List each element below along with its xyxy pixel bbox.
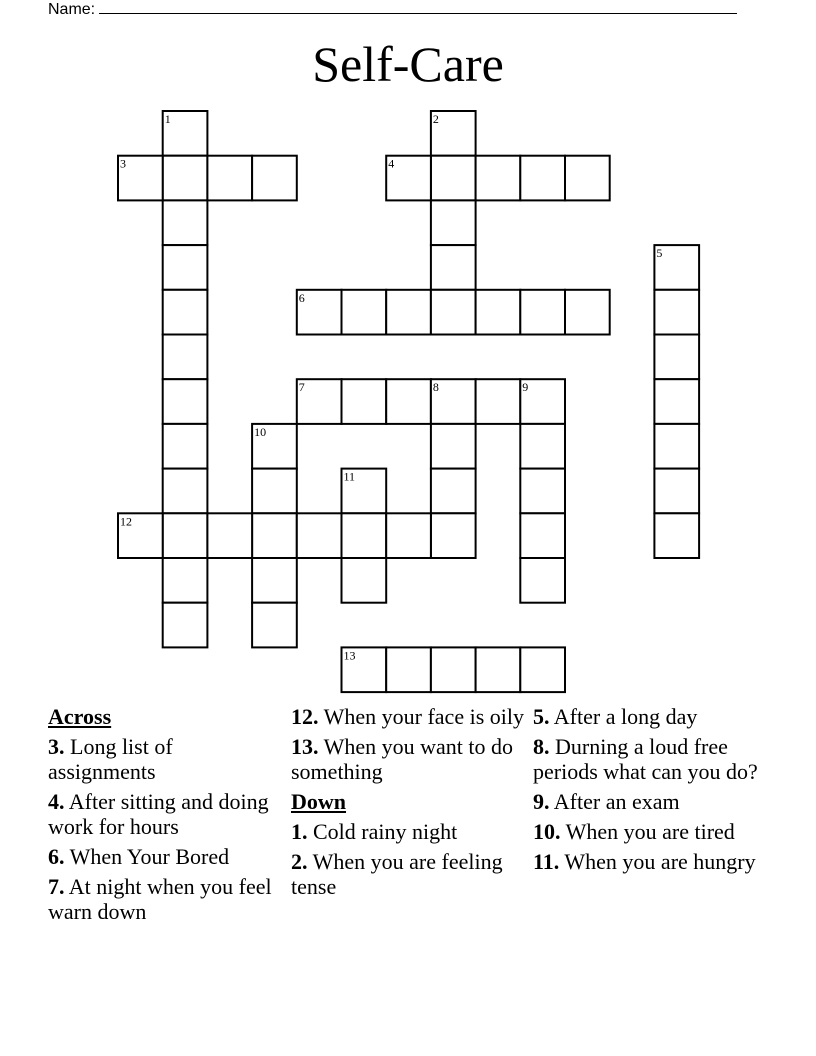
cell-number: 1 bbox=[164, 112, 171, 126]
cell-number: 9 bbox=[522, 380, 529, 395]
grid-cell[interactable] bbox=[431, 156, 476, 201]
clue-column-2 bbox=[291, 704, 525, 904]
clue-text: After sitting and doing work for hours bbox=[48, 789, 269, 839]
grid-cell[interactable] bbox=[520, 469, 565, 514]
grid-cell[interactable] bbox=[163, 200, 208, 245]
clue-down-1 bbox=[291, 819, 525, 844]
grid-cell[interactable] bbox=[654, 290, 699, 335]
clue-number: 9. bbox=[533, 789, 550, 814]
clue-across-3 bbox=[48, 734, 282, 784]
grid-cell[interactable] bbox=[386, 379, 431, 424]
grid-cell[interactable] bbox=[252, 603, 297, 648]
grid-cell[interactable] bbox=[431, 424, 476, 469]
clue-number: 3. bbox=[48, 734, 65, 759]
grid-cell[interactable] bbox=[654, 335, 699, 380]
grid-cell[interactable] bbox=[252, 558, 297, 603]
grid-cell[interactable] bbox=[520, 513, 565, 558]
name-label: Name: bbox=[48, 1, 96, 18]
grid-cell[interactable] bbox=[520, 156, 565, 201]
clue-text: Durning a loud free periods what can you do? bbox=[533, 734, 758, 784]
grid-cell[interactable] bbox=[252, 469, 297, 514]
grid-cell[interactable] bbox=[163, 424, 208, 469]
clue-column-1 bbox=[48, 704, 282, 929]
cell-number: 4 bbox=[388, 156, 395, 171]
clue-text: At night when you feel warn down bbox=[48, 874, 272, 924]
grid-cell[interactable] bbox=[163, 469, 208, 514]
grid-cell[interactable] bbox=[565, 290, 610, 335]
clue-text: Cold rainy night bbox=[313, 819, 458, 844]
clue-text: When you are hungry bbox=[564, 849, 756, 874]
clue-text: After an exam bbox=[553, 789, 680, 814]
grid-cell[interactable] bbox=[431, 647, 476, 692]
grid-cell[interactable] bbox=[386, 647, 431, 692]
grid-cell[interactable] bbox=[252, 513, 297, 558]
grid-cell[interactable] bbox=[207, 513, 252, 558]
clue-across-4 bbox=[48, 789, 282, 839]
clue-number: 10. bbox=[533, 819, 561, 844]
cell-number: 6 bbox=[298, 290, 305, 305]
clue-text: When you want to do something bbox=[291, 734, 514, 784]
clue-number: 8. bbox=[533, 734, 550, 759]
puzzle-title: Self-Care bbox=[312, 36, 504, 92]
cell-number: 3 bbox=[120, 156, 126, 171]
grid-cell[interactable] bbox=[431, 245, 476, 290]
clue-down-10 bbox=[533, 819, 767, 844]
clue-number: 12. bbox=[291, 704, 319, 729]
clue-column-3 bbox=[533, 704, 767, 879]
grid-cell[interactable] bbox=[163, 558, 208, 603]
cell-number: 8 bbox=[432, 380, 439, 395]
grid-cell[interactable] bbox=[163, 245, 208, 290]
clue-text: When Your Bored bbox=[69, 844, 230, 869]
cell-number: 12 bbox=[120, 514, 132, 529]
grid-cell[interactable] bbox=[207, 156, 252, 201]
grid-cell[interactable] bbox=[565, 156, 610, 201]
clue-number: 7. bbox=[48, 874, 65, 899]
grid-cell[interactable] bbox=[431, 469, 476, 514]
grid-cell[interactable] bbox=[163, 603, 208, 648]
clue-number: 5. bbox=[533, 704, 550, 729]
clue-across-12 bbox=[291, 704, 525, 729]
grid-cell[interactable] bbox=[163, 156, 208, 201]
grid-cell[interactable] bbox=[654, 513, 699, 558]
clue-across-13 bbox=[291, 734, 525, 784]
clue-number: 4. bbox=[48, 789, 65, 814]
grid-cell[interactable] bbox=[386, 290, 431, 335]
cell-number: 11 bbox=[343, 469, 356, 484]
grid-cell[interactable] bbox=[476, 647, 521, 692]
clue-number: 2. bbox=[291, 849, 308, 874]
grid-cell[interactable] bbox=[163, 290, 208, 335]
grid-cell[interactable] bbox=[386, 513, 431, 558]
clue-number: 11. bbox=[533, 849, 560, 874]
grid-cell[interactable] bbox=[163, 335, 208, 380]
grid-cell[interactable] bbox=[342, 379, 387, 424]
clue-down-5 bbox=[533, 704, 767, 729]
grid-cell[interactable] bbox=[297, 513, 342, 558]
grid-cell[interactable] bbox=[431, 200, 476, 245]
grid-cell[interactable] bbox=[431, 513, 476, 558]
clue-number: 13. bbox=[291, 734, 319, 759]
cell-number: 13 bbox=[343, 648, 356, 663]
grid-cell[interactable] bbox=[476, 379, 521, 424]
grid-cell[interactable] bbox=[654, 379, 699, 424]
grid-cell[interactable] bbox=[163, 379, 208, 424]
grid-cell[interactable] bbox=[476, 156, 521, 201]
grid-cell[interactable] bbox=[476, 290, 521, 335]
clue-text: When you are tired bbox=[565, 819, 735, 844]
cell-number: 2 bbox=[432, 112, 439, 126]
clue-down-11 bbox=[533, 849, 767, 874]
grid-cell[interactable] bbox=[342, 513, 387, 558]
grid-cell[interactable] bbox=[163, 513, 208, 558]
clue-number: 1. bbox=[291, 819, 308, 844]
clue-text: After a long day bbox=[553, 704, 698, 729]
clue-down-9 bbox=[533, 789, 767, 814]
clue-down-8 bbox=[533, 734, 767, 784]
clue-across-7 bbox=[48, 874, 282, 924]
clue-across-6 bbox=[48, 844, 282, 869]
grid-cell[interactable] bbox=[252, 156, 297, 201]
grid-cell[interactable] bbox=[520, 647, 565, 692]
down-heading: Down bbox=[291, 789, 347, 814]
grid-cell[interactable] bbox=[654, 469, 699, 514]
grid-cell[interactable] bbox=[654, 424, 699, 469]
cell-number: 7 bbox=[298, 380, 305, 395]
grid-cell[interactable] bbox=[520, 290, 565, 335]
clue-text: Long list of assignments bbox=[48, 734, 173, 784]
cell-number: 10 bbox=[254, 424, 267, 439]
grid-cell[interactable] bbox=[520, 558, 565, 603]
grid-cell[interactable] bbox=[342, 558, 387, 603]
clue-text: When your face is oily bbox=[323, 704, 524, 729]
grid-cell[interactable] bbox=[520, 424, 565, 469]
cell-number: 5 bbox=[656, 246, 663, 261]
clue-number: 6. bbox=[48, 844, 65, 869]
grid-cell[interactable] bbox=[342, 290, 387, 335]
clue-text: When you are feeling tense bbox=[291, 849, 503, 899]
across-heading: Across bbox=[48, 704, 112, 729]
clue-down-2 bbox=[291, 849, 525, 899]
grid-cell[interactable] bbox=[431, 290, 476, 335]
